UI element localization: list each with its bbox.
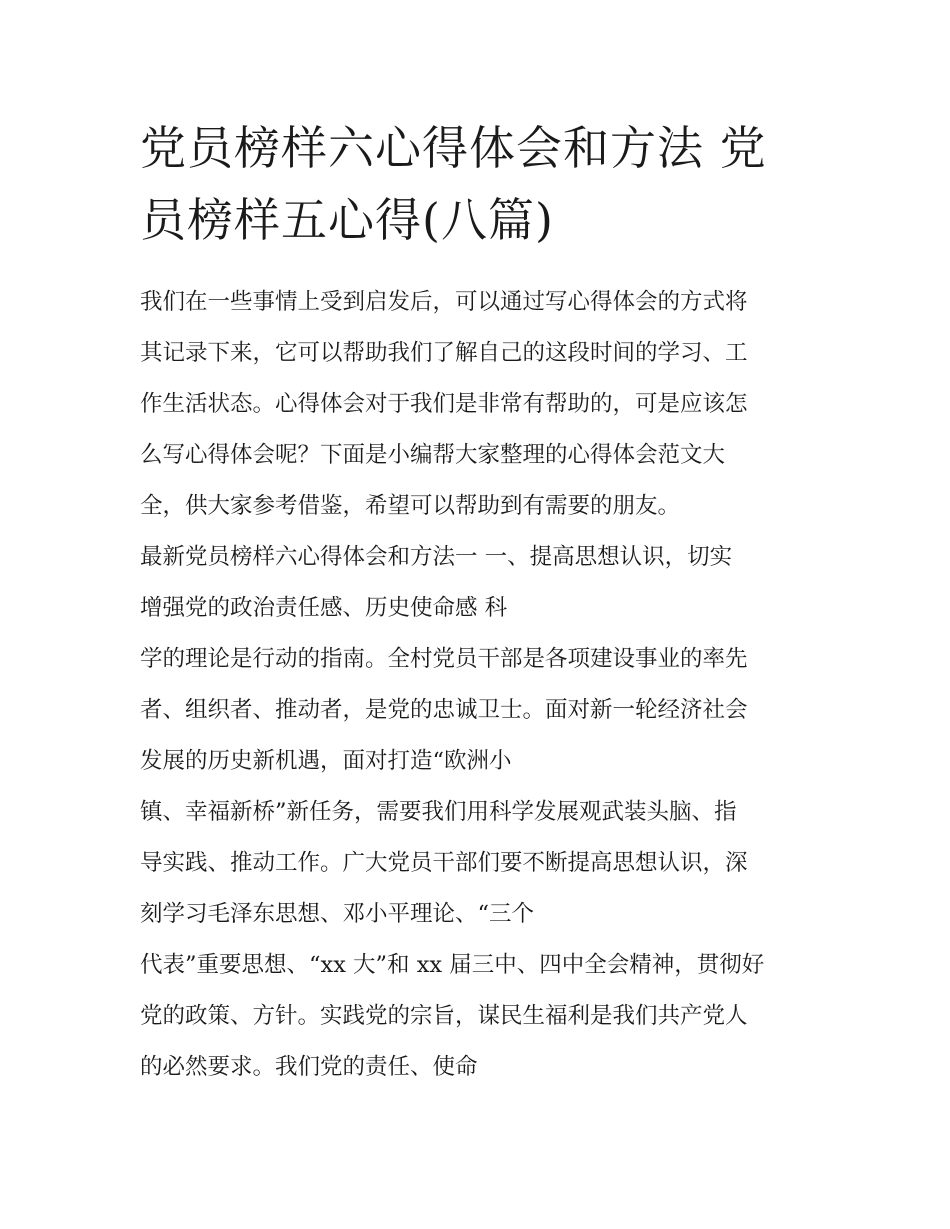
body-line-11: 镇、幸福新桥”新任务，需要我们用科学发展观武装头脑、指 xyxy=(140,799,737,825)
body-line-13: 刻学习毛泽东思想、邓小平理论、“三个 xyxy=(140,901,535,927)
body-line-7: 增强党的政治责任感、历史使命感 科 xyxy=(140,595,508,621)
body-line-6: 最新党员榜样六心得体会和方法一 一、提高思想认识，切实 xyxy=(140,544,733,570)
body-line-10: 发展的历史新机遇，面对打造“欧洲小 xyxy=(140,748,512,774)
body-line-3: 作生活状态。心得体会对于我们是非常有帮助的，可是应该怎 xyxy=(140,391,748,417)
body-line-5: 全，供大家参考借鉴，希望可以帮助到有需要的朋友。 xyxy=(140,493,681,519)
body-line-9: 者、组织者、推动者，是党的忠诚卫士。面对新一轮经济社会 xyxy=(140,697,748,723)
body-line-15: 党的政策、方针。实践党的宗旨，谋民生福利是我们共产党人 xyxy=(140,1003,748,1029)
body-line-12: 导实践、推动工作。广大党员干部们要不断提高思想认识，深 xyxy=(140,850,748,876)
document-title: 党员榜样六心得体会和方法 党 员榜样五心得(八篇) xyxy=(140,121,767,247)
document-body xyxy=(140,277,820,1093)
body-line-1: 我们在一些事情上受到启发后，可以通过写心得体会的方式将 xyxy=(140,289,748,315)
body-line-14: 代表”重要思想、“xx 大”和 xx 届三中、四中全会精神，贯彻好 xyxy=(140,952,765,978)
body-line-8: 学的理论是行动的指南。全村党员干部是各项建设事业的率先 xyxy=(140,646,748,672)
body-line-4: 么写心得体会呢？下面是小编帮大家整理的心得体会范文大 xyxy=(140,442,726,468)
body-line-16: 的必然要求。我们党的责任、使命 xyxy=(140,1054,478,1080)
body-line-2: 其记录下来，它可以帮助我们了解自己的这段时间的学习、工 xyxy=(140,340,748,366)
